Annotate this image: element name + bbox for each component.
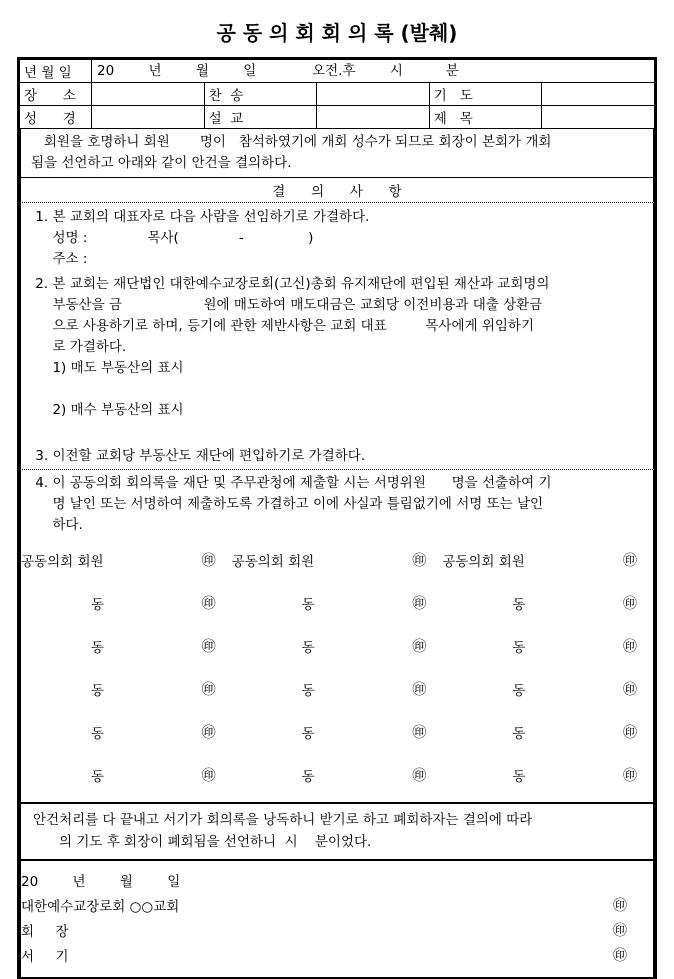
signature-name-2-1[interactable]: 동 xyxy=(91,596,105,613)
scripture-value-cell[interactable] xyxy=(92,106,205,129)
sermon-label-cell xyxy=(204,106,317,129)
signature-name-5-1[interactable]: 동 xyxy=(91,725,105,742)
resolution-1-line-2: 성명 : 목사( - ) xyxy=(31,230,314,246)
seal-icon-5-3[interactable]: ㊞ xyxy=(623,724,637,741)
signature-row-5 xyxy=(21,710,653,753)
opening-paragraph xyxy=(21,129,653,177)
resolutions-heading-block xyxy=(19,178,655,203)
footer-row-org xyxy=(21,892,653,917)
resolution-1-text xyxy=(21,207,653,270)
signature-grid-block xyxy=(19,536,655,804)
closing-paragraph-block xyxy=(19,804,655,861)
seal-icon-5-2[interactable]: ㊞ xyxy=(412,724,427,741)
resolution-3-text xyxy=(21,446,653,467)
seal-icon-3-1[interactable]: ㊞ xyxy=(201,638,216,655)
topic-value-cell[interactable] xyxy=(542,106,655,129)
footer-row-secretary xyxy=(21,942,653,967)
resolutions-heading: 결 의 사 항 xyxy=(272,184,402,200)
resolution-1-line-3: 주소 : xyxy=(31,251,88,267)
signature-row-2 xyxy=(21,581,653,624)
resolution-4-line-3: 하다. xyxy=(31,517,83,533)
signature-name-1-1[interactable]: 공동의회 회원 xyxy=(21,553,104,570)
signature-name-1-2[interactable]: 공동의회 회원 xyxy=(231,553,315,570)
signature-name-1-3[interactable]: 공동의회 회원 xyxy=(442,553,525,570)
seal-icon-3-2[interactable]: ㊞ xyxy=(412,638,427,655)
resolution-4-line-2: 명 날인 또는 서명하여 제출하도록 가결하고 이에 사실과 틀림없기에 서명 또는 날인 xyxy=(31,496,544,512)
page-title: 공 동 의 회 회 의 록 (발췌) xyxy=(216,21,458,45)
opening-paragraph-line-1: 회원을 호명하니 회원 명이 참석하였기에 개회 성수가 되므로 회장이 본회가 개회 xyxy=(31,134,552,150)
resolution-item-1 xyxy=(19,203,655,272)
footer-table xyxy=(21,867,653,967)
footer-chairman-label: 회 장 xyxy=(21,923,69,940)
seal-icon-6-2[interactable]: ㊞ xyxy=(412,767,427,784)
resolution-2-blank-2 xyxy=(31,421,645,442)
signature-row-3 xyxy=(21,624,653,667)
signature-name-4-2[interactable]: 동 xyxy=(301,682,315,699)
resolution-2-blank-1 xyxy=(31,379,645,400)
table-row-place xyxy=(20,83,655,106)
resolution-4-text xyxy=(21,473,653,536)
footer-secretary-label: 서 기 xyxy=(21,948,69,965)
seal-icon-1-1[interactable]: ㊞ xyxy=(201,552,216,569)
signature-name-3-2[interactable]: 동 xyxy=(301,639,315,656)
resolution-2-sub-1: 1) 매도 부동산의 표시 xyxy=(31,360,184,376)
place-label-cell xyxy=(20,83,92,106)
seal-icon-chairman[interactable]: ㊞ xyxy=(613,922,627,939)
table-row-date xyxy=(20,60,655,83)
seal-icon-secretary[interactable]: ㊞ xyxy=(613,947,627,964)
topic-value xyxy=(542,116,654,118)
seal-icon-6-3[interactable]: ㊞ xyxy=(623,767,637,784)
footer-date-seal-placeholder xyxy=(613,867,653,892)
signature-name-6-1[interactable]: 동 xyxy=(91,768,105,785)
seal-icon-6-1[interactable]: ㊞ xyxy=(201,767,216,784)
topic-label-cell xyxy=(429,106,542,129)
signature-name-5-2[interactable]: 동 xyxy=(301,725,315,742)
date-label: 년 월 일 xyxy=(24,65,72,81)
opening-paragraph-block xyxy=(19,129,655,178)
prayer-label: 기 도 xyxy=(433,88,473,104)
seal-icon-1-2[interactable]: ㊞ xyxy=(412,552,427,569)
prayer-value xyxy=(542,93,654,95)
signature-name-6-3[interactable]: 동 xyxy=(512,768,526,785)
resolution-3-line-1: 3. 이전할 교회당 부동산도 재단에 편입하기로 가결하다. xyxy=(31,448,366,464)
resolution-item-2 xyxy=(19,272,655,444)
scripture-label: 성 경 xyxy=(24,111,76,127)
seal-icon-5-1[interactable]: ㊞ xyxy=(201,724,216,741)
signature-name-2-2[interactable]: 동 xyxy=(301,596,315,613)
sermon-value xyxy=(317,116,429,118)
place-value xyxy=(92,93,204,95)
seal-icon-4-3[interactable]: ㊞ xyxy=(623,681,637,698)
opening-paragraph-line-2: 됨을 선언하고 아래와 같이 안건을 결의하다. xyxy=(31,155,292,171)
signature-name-4-1[interactable]: 동 xyxy=(91,682,105,699)
signature-row-4 xyxy=(21,667,653,710)
seal-icon-4-1[interactable]: ㊞ xyxy=(201,681,216,698)
footer-row-chairman xyxy=(21,917,653,942)
signature-row-6 xyxy=(21,753,653,796)
resolution-1-line-1: 1. 본 교회의 대표자로 다음 사람을 선임하기로 가결하다. xyxy=(31,209,370,225)
signature-name-3-3[interactable]: 동 xyxy=(512,639,526,656)
place-value-cell[interactable] xyxy=(92,83,205,106)
seal-icon-1-3[interactable]: ㊞ xyxy=(623,552,637,569)
sermon-value-cell[interactable] xyxy=(317,106,430,129)
signature-name-3-1[interactable]: 동 xyxy=(91,639,105,656)
prayer-value-cell[interactable] xyxy=(542,83,655,106)
resolution-2-line-2: 부동산을 금 원에 매도하여 매도대금은 교회당 이전비용과 대출 상환금 xyxy=(31,297,543,313)
seal-icon-2-1[interactable]: ㊞ xyxy=(201,595,216,612)
seal-icon-4-2[interactable]: ㊞ xyxy=(412,681,427,698)
closing-paragraph xyxy=(21,804,653,859)
seal-icon-3-3[interactable]: ㊞ xyxy=(623,638,637,655)
signature-name-4-3[interactable]: 동 xyxy=(512,682,526,699)
date-value: 20 년 월 일 오전.후 시 분 xyxy=(97,63,459,79)
place-label: 장 소 xyxy=(24,88,76,104)
scripture-value xyxy=(92,116,204,118)
seal-icon-2-3[interactable]: ㊞ xyxy=(623,595,637,612)
resolution-2-line-4: 로 가결하다. xyxy=(31,339,127,355)
hymn-label-cell xyxy=(204,83,317,106)
resolution-2-text xyxy=(21,274,653,442)
resolution-item-4 xyxy=(19,470,655,536)
hymn-label: 찬 송 xyxy=(208,88,244,104)
closing-paragraph-line-1: 안건처리를 다 끝내고 서기가 회의록을 낭독하니 받기로 하고 폐회하자는 결의에 따라 xyxy=(33,812,533,828)
scripture-label-cell xyxy=(20,106,92,129)
hymn-value xyxy=(317,93,429,95)
date-label-cell xyxy=(20,60,92,83)
closing-paragraph-line-2: 의 기도 후 회장이 폐회됨을 선언하니 시 분이었다. xyxy=(59,834,372,850)
signature-grid xyxy=(21,538,653,796)
header-table xyxy=(19,59,655,129)
document-frame xyxy=(17,57,657,979)
signature-name-2-3[interactable]: 동 xyxy=(512,596,526,613)
footer-block xyxy=(19,861,655,977)
sermon-label: 설 교 xyxy=(208,111,244,127)
topic-label: 제 목 xyxy=(433,111,473,127)
signature-name-6-2[interactable]: 동 xyxy=(301,768,315,785)
resolution-2-line-3: 으로 사용하기로 하며, 등기에 관한 제반사항은 교회 대표 목사에게 위임하기 xyxy=(31,318,534,334)
signature-name-5-3[interactable]: 동 xyxy=(512,725,526,742)
hymn-value-cell[interactable] xyxy=(317,83,430,106)
seal-icon-organization[interactable]: ㊞ xyxy=(613,897,627,914)
footer-row-date xyxy=(21,867,653,892)
table-row-scripture xyxy=(20,106,655,129)
resolution-2-sub-2: 2) 매수 부동산의 표시 xyxy=(31,402,184,418)
footer-organization: 대한예수교장로회 ○○교회 xyxy=(21,898,180,915)
prayer-label-cell xyxy=(429,83,542,106)
resolution-2-line-1: 2. 본 교회는 재단법인 대한예수교장로회(고신)총회 유지재단에 편입된 재산과 교회명의 xyxy=(31,276,550,292)
date-value-cell[interactable] xyxy=(92,60,655,83)
footer-date[interactable]: 20 년 월 일 xyxy=(21,873,181,890)
signature-row-1 xyxy=(21,538,653,581)
seal-icon-2-2[interactable]: ㊞ xyxy=(412,595,427,612)
resolution-item-3 xyxy=(19,444,655,470)
resolution-4-line-1: 4. 이 공동의회 회의록을 재단 및 주무관청에 제출할 시는 서명위원 명을 선출하여 기 xyxy=(31,475,552,491)
